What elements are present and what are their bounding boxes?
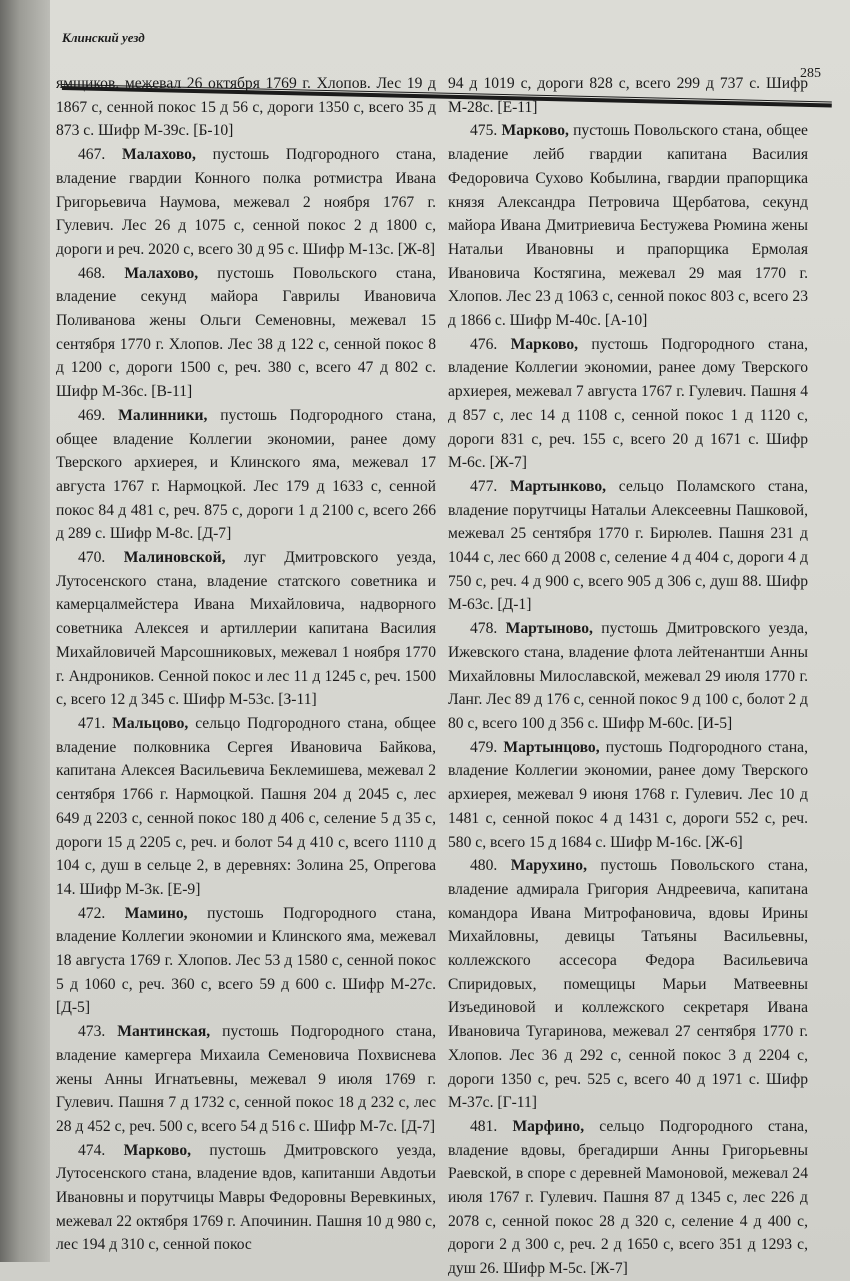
entry-text: луг Дмитровского уезда, Лутосенского стана, владение статского советника и камерцалмейстера Ивана Михайловича, надворного советника Алексея и артиллерии капитана Василия Михайловичей Марсошниковых, межевал 1 ноября 1770 г. Андроников. Сенной покос и лес 11 д 1245 с, реч. 1500 с, всего 12 д 345 с. Шифр М-53с. [З-11] [56,549,437,709]
entry-number: 477. [470,477,498,495]
right-column [448,72,808,1281]
entry-place-name: Марфино, [512,1117,585,1135]
entry-text: пустошь Повольского стана, владение секунд майора Гаврилы Ивановича Поливанова жены Ольги Семеновны, межевал 15 сентября 1770 г. Хлопов. Лес 38 д 122 с, сенной покос 8 д 1200 с, дороги 1500 с, реч. 380 с, всего 47 д 802 с. Шифр М-36с. [В-11] [56,264,436,401]
entry-place-name: Малахово, [122,146,196,164]
book-spine-edge [0,0,56,1262]
entry-472 [56,902,436,1021]
entry-place-name: Марково, [501,122,569,140]
entry-text: сельцо Подгородного стана, общее владение полковника Сергея Ивановича Байкова, капитана Алексея Васильевича Беклемишева, межевал 2 сентября 1766 г. Нармоцкой. Пашня 204 д 2045 с, лес 649 д 2203 с, сенной покос 180 д 406 с, селение 5 д 35 с, дороги 15 д 2205 с, реч. и болот 54 д 410 с, всего 1110 д 104 с, душ в сельце 2, в деревнях: Золина 25, Опрегова 14. Шифр М-3к. [Е-9] [56,714,436,898]
entry-place-name: Мартынково, [510,477,607,495]
entry-text: пустошь Подгородного стана, владение Коллегии экономии, ранее дому Тверского архиерея, межевал 9 июня 1768 г. Гулевич. Лес 10 д 1481 с, сенной покос 4 д 1431 с, дороги 552 с, реч. 580 с, всего 15 д 1684 с. Шифр М-16с. [Ж-6] [448,738,808,851]
entry-place-name: Марково, [123,1141,192,1159]
entry-468 [56,262,436,404]
entry-number: 480. [470,857,498,875]
entry-continuation [56,72,436,143]
entry-number: 476. [470,335,498,353]
entry-470 [56,546,436,712]
entry-475 [448,119,808,332]
entry-text: пустошь Подгородного стана, общее владение Коллегии экономии, ранее дому Тверского архиерея, и Клинского яма, межевал 17 августа 1767 г. Нармоцкой. Лес 179 д 1633 с, сенной покос 84 д 481 с, реч. 875 с, дороги 1 д 2100 с, всего 266 д 289 с. Шифр М-8с. [Д-7] [56,406,436,543]
entry-place-name: Марухино, [510,857,587,875]
entry-number: 467. [78,146,106,164]
entry-text: пустошь Подгородного стана, владение Коллегии экономии и Клинского яма, межевал 18 августа 1769 г. Хлопов. Лес 53 д 1580 с, сенной покос 5 д 1060 с, реч. 360 с, всего 59 д 600 с. Шифр М-27с. [Д-5] [56,904,436,1017]
entry-number: 478. [470,620,498,638]
entry-474 [56,1139,436,1258]
entry-471 [56,712,436,902]
entry-place-name: Мальцово, [112,714,189,732]
entry-480 [448,854,808,1115]
left-column [56,72,436,1257]
entry-place-name: Мартыново, [505,620,593,638]
entry-number: 471. [78,714,106,732]
entry-text: сельцо Поламского стана, владение порутчицы Натальи Алексеевны Пашковой, межевал 25 сентября 1770 г. Бирюлев. Пашня 231 д 1044 с, лес 660 д 2008 с, селение 4 д 404 с, дороги 4 д 750 с, реч. 4 д 900 с, всего 905 д 306 с, душ 88. Шифр М-63с. [Д-1] [448,477,808,614]
entry-place-name: Мартынцово, [503,738,600,756]
entry-text: ямщиков, межевал 26 октября 1769 г. Хлопов. Лес 19 д 1867 с, сенной покос 15 д 56 с, дороги 1350 с, всего 35 д 873 с. Шифр М-39с. [Б-10] [56,75,436,140]
entry-text: пустошь Повольского стана, общее владение лейб гвардии капитана Василия Федоровича Сухово Кобылина, гвардии прапорщика князя Александра Петровича Щербатова, секунд майора Ивана Дмитриевича Бестужева Рюмина жены Натальи Ивановны и прапорщика Ермолая Ивановича Костягина, межевал 29 мая 1770 г. Хлопов. Лес 23 д 1063 с, сенной покос 803 с, всего 23 д 1866 с. Шифр М-40с. [А-10] [448,122,808,330]
entry-text: сельцо Подгородного стана, владение вдовы, брегадирши Анны Григорьевны Раевской, в споре с деревней Мамоновой, межевал 24 июля 1767 г. Гулевич. Пашня 87 д 1345 с, лес 226 д 2078 с, сенной покос 28 д 320 с, селение 4 д 400 с, дороги 2 д 300 с, реч. 2 д 1650 с, всего 351 д 1293 с, душ 26. Шифр М-5с. [Ж-7] [448,1117,808,1278]
entry-number: 473. [78,1023,106,1041]
entry-479 [448,736,808,855]
entry-text: пустошь Дмитровского уезда, Лутосенского стана, владение вдов, капитанши Авдотьи Ивановны и порутчицы Мавры Федоровны Веревкиных, межевал 22 октября 1769 г. Апочинин. Пашня 10 д 980 с, лес 194 д 310 с, сенной покос [56,1141,436,1254]
page-number: 285 [800,66,821,81]
entry-469 [56,404,436,546]
entry-number: 479. [470,738,498,756]
entry-476 [448,333,808,475]
entry-473 [56,1020,436,1139]
section-title: Клинский уезд [62,30,145,45]
entry-text: пустошь Дмитровского уезда, Ижевского стана, владение флота лейтенантши Анны Михайловны Милославской, межевал 29 июля 1770 г. Ланг. Лес 89 д 176 с, сенной покос 9 д 100 с, болот 2 д 80 с, всего 100 д 356 с. Шифр М-60с. [И-5] [448,620,808,732]
entry-number: 475. [470,122,498,140]
entry-number: 470. [78,549,106,567]
entry-text: пустошь Подгородного стана, владение камергера Михаила Семеновича Похвиснева жены Анны Игнатьевны, межевал 9 июля 1769 г. Гулевич. Пашня 7 д 1732 с, сенной покос 18 д 232 с, лес 28 д 452 с, реч. 500 с, всего 54 д 516 с. Шифр М-7с. [Д-7] [56,1023,436,1135]
entry-continuation [448,72,808,119]
entry-place-name: Малахово, [124,264,199,282]
entry-place-name: Мамино, [124,904,188,922]
entry-467 [56,143,436,262]
entry-text: пустошь Подгородного стана, владение гвардии Конного полка ротмистра Ивана Григорьевича Наумова, межевал 2 ноября 1767 г. Гулевич. Лес 26 д 1075 с, сенной покос 2 д 1800 с, дороги и реч. 2020 с, всего 30 д 95 с. Шифр М-13с. [Ж-8] [56,146,436,258]
entry-481 [448,1115,808,1281]
entry-478 [448,617,808,736]
entry-text: пустошь Подгородного стана, владение Коллегии экономии, ранее дому Тверского архиерея, межевал 7 августа 1767 г. Гулевич. Пашня 4 д 857 с, лес 14 д 1108 с, сенной покос 1 д 1120 с, дороги 831 с, реч. 155 с, всего 20 д 1671 с. Шифр М-6с. [Ж-7] [448,335,808,472]
entry-place-name: Мантинская, [117,1023,211,1041]
entry-number: 469. [78,406,106,424]
entry-place-name: Марково, [510,335,579,353]
entry-text: пустошь Повольского стана, владение адмирала Григория Андреевича, капитана командора Ивана Митрофановича, вдовы Ирины Михайловны, девицы Татьяны Васильевны, коллежского ассесора Федора Васильевича Спиридовых, помещицы Марьи Матвеевны Изъединовой и коллежского секретаря Ивана Ивановича Тугаринова, межевал 27 сентября 1770 г. Хлопов. Лес 36 д 292 с, сенной покос 3 д 2204 с, дороги 1350 с, реч. 525 с, всего 40 д 1971 с. Шифр М-37с. [Г-11] [448,857,808,1112]
entry-number: 472. [78,904,106,922]
entry-number: 481. [470,1117,498,1135]
entry-477 [448,475,808,617]
entry-number: 468. [78,264,106,282]
entry-number: 474. [78,1141,106,1159]
entry-place-name: Малинники, [118,406,208,424]
entry-text: 94 д 1019 с, дороги 828 с, всего 299 д 737 с. Шифр М-28с. [Е-11] [448,75,808,116]
entry-place-name: Малиновской, [123,549,226,567]
